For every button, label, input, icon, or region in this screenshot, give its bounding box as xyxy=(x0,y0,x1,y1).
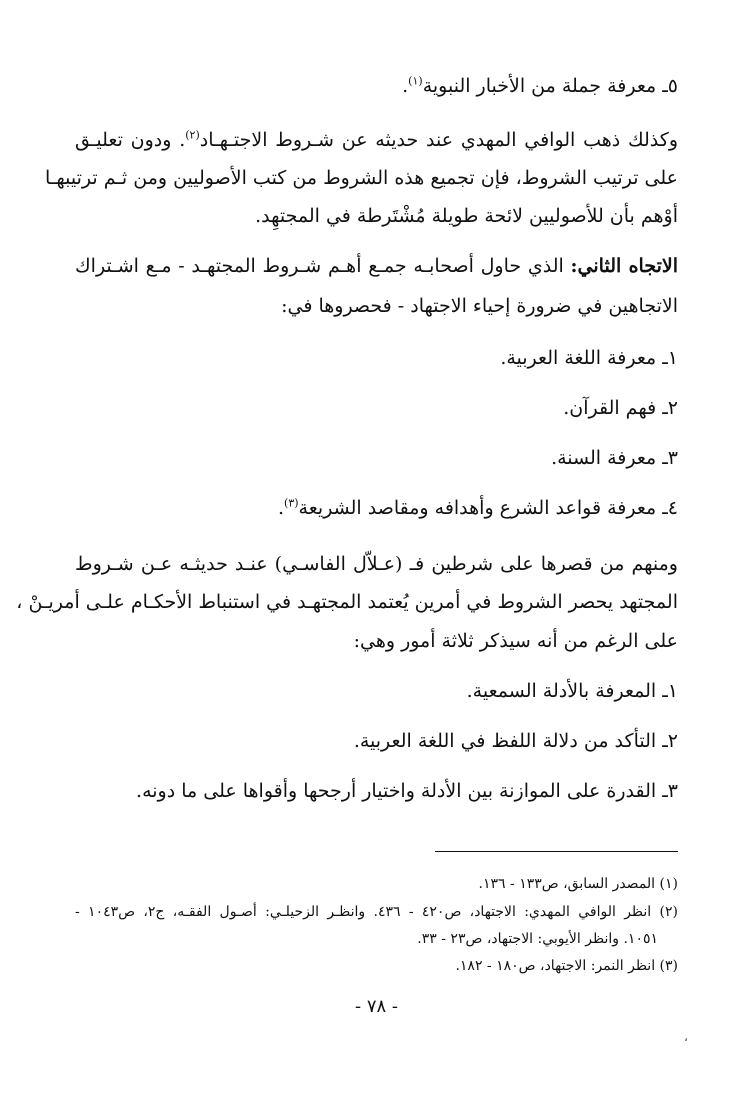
stray-mark: ، xyxy=(684,1030,688,1044)
paragraph-2-line-2: الاتجاهين في ضرورة إحياء الاجتهاد - فحصروها في: xyxy=(281,295,678,317)
footnote-ref-2: (٢) xyxy=(185,128,200,142)
footnote-1: (١) المصدر السابق، ص١٣٣ - ١٣٦. xyxy=(478,876,678,892)
section-heading: الاتجاه الثاني: xyxy=(570,255,678,277)
list-2-item-1: ١ـ المعرفة بالأدلة السمعية. xyxy=(466,680,678,702)
footnote-ref-3: (٣) xyxy=(284,496,299,510)
footnote-ref-1: (١) xyxy=(408,74,423,88)
paragraph-3-line-3: على الرغم من أنه سيذكر ثلاثة أمور وهي: xyxy=(353,630,678,652)
list-1-item-1: ١ـ معرفة اللغة العربية. xyxy=(500,347,678,369)
list-2-item-2: ٢ـ التأكد من دلالة اللفظ في اللغة العربية. xyxy=(353,730,678,752)
list-1-item-2: ٢ـ فهم القرآن. xyxy=(563,397,678,419)
list-1-item-4: ٤ـ معرفة قواعد الشرع وأهدافه ومقاصد الشريعة$^{(٣)}$. xyxy=(277,496,678,519)
list-2-item-3: ٣ـ القدرة على الموازنة بين الأدلة واختيار أرجحها وأقواها على ما دونه. xyxy=(136,780,678,802)
paragraph-1-line-1: وكذلك ذهب الوافي المهدي عند حديثه عن شـروط الاجتـهـاد$^{(٢)}$. ودون تعليـق xyxy=(75,128,678,151)
footnote-2: (٢) انظر الوافي المهدي: الاجتهاد، ص٤٢٠ - ٤٣٦. وانظـر الزحيلـي: أصـول الفقـه، ج٢، ص١٠٤٣ - xyxy=(75,904,678,920)
paragraph-3-line-1: ومنهم من قصرها على شرطين فـ (عـلاّل الفاسـي) عنـد حديثـه عـن شـروط xyxy=(75,553,678,575)
footnote-separator xyxy=(435,851,678,852)
list-item-5: ٥ـ معرفة جملة من الأخبار النبوية$^{(١)}$. xyxy=(402,74,678,97)
footnote-2-continued: ١٠٥١. وانظر الأيوبي: الاجتهاد، ص٢٣ - ٣٣. xyxy=(417,931,658,947)
paragraph-2-line-1: الاتجاه الثاني: الذي حاول أصحابـه جمـع أهـم شـروط المجتهـد - مـع اشـتراك xyxy=(75,255,678,277)
paragraph-1-line-3: أوْهم بأن للأصوليين لائحة طويلة مُشْتَرطة في المجتهِد. xyxy=(255,205,678,227)
paragraph-1-line-2: على ترتيب الشروط، فإن تجميع هذه الشروط من كتب الأصوليين ومن ثـم ترتيبهـا xyxy=(45,167,678,189)
list-1-item-3: ٣ـ معرفة السنة. xyxy=(551,447,678,469)
page-number: - ٧٨ - xyxy=(355,996,398,1017)
paragraph-3-line-2: المجتهد يحصر الشروط في أمرين يُعتمد المجتهـد في استنباط الأحكـام علـى أمريـنْ ، xyxy=(16,591,678,613)
footnote-3: (٣) انظر النمر: الاجتهاد، ص١٨٠ - ١٨٢. xyxy=(455,958,678,974)
